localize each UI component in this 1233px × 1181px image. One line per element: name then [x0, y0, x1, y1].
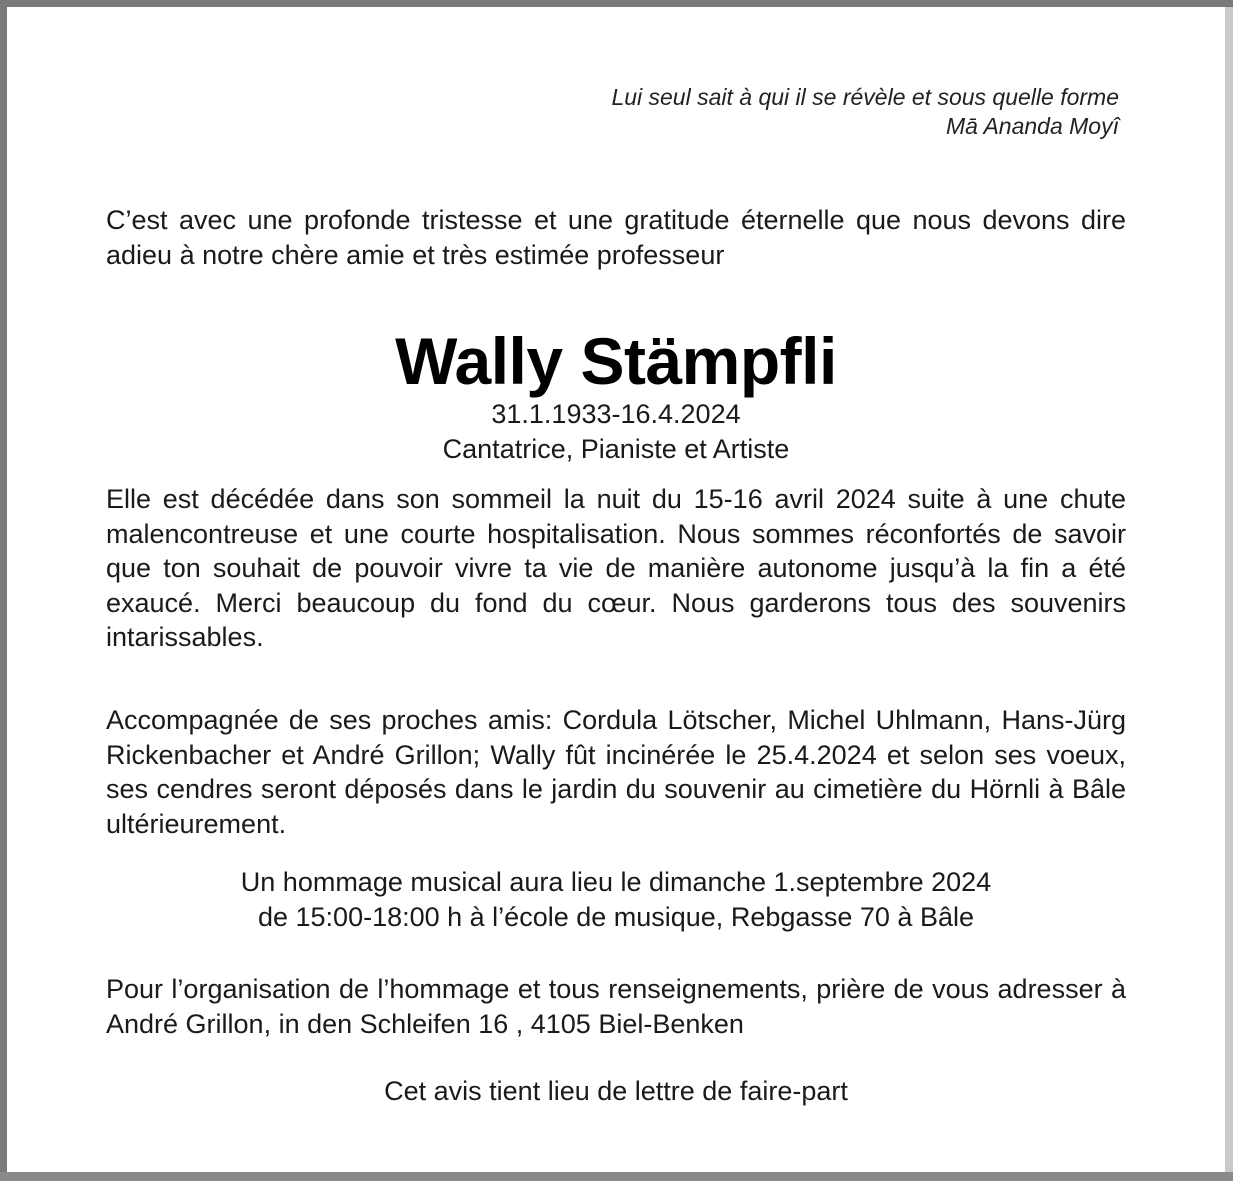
page-shadow-bottom	[0, 1172, 1233, 1181]
intro-paragraph: C’est avec une profonde tristesse et une gratitude éternelle que nous devons dire adieu à notre chère amie et très estimée professeur	[106, 205, 1126, 270]
life-dates: 31.1.1933-16.4.2024	[491, 399, 741, 429]
homage-announcement	[106, 865, 1126, 934]
epigraph-author: Mā Ananda Moyî	[945, 113, 1119, 139]
life-details	[106, 397, 1126, 466]
homage-line-1: Un hommage musical aura lieu le dimanche 1.septembre 2024	[240, 867, 992, 897]
epigraph-quote: Lui seul sait à qui il se révèle et sous quelle forme	[611, 84, 1119, 110]
profession: Cantatrice, Pianiste et Artiste	[442, 433, 790, 464]
epigraph	[611, 83, 1119, 141]
page-shadow-right	[1225, 7, 1233, 1181]
homage-line-2: de 15:00-18:00 h à l’école de musique, Rebgasse 70 à Bâle	[257, 901, 974, 932]
closing-note: Cet avis tient lieu de lettre de faire-part	[384, 1076, 848, 1106]
cremation-paragraph: Accompagnée de ses proches amis: Cordula Lötscher, Michel Uhlmann, Hans-Jürg Rickenbacher et André Grillon; Wally fût incinérée le 25.4.2024 et selon ses voeux, ses cendres seront déposés dans le jardin du souvenir au cimetière du Hörnli à Bâle ultérieurement.	[106, 705, 1126, 839]
death-paragraph: Elle est décédée dans son sommeil la nuit du 15-16 avril 2024 suite à une chute malencontreuse et une courte hospitalisation. Nous sommes réconfortés de savoir que ton souhait de pouvoir vivre ta vie de manière autonome jusqu’à la fin a été exaucé. Merci beaucoup du fond du cœur. Nous garderons tous des souvenirs intarissables.	[106, 484, 1126, 652]
obituary-page	[7, 7, 1225, 1172]
contact-paragraph: Pour l’organisation de l’hommage et tous renseignements, prière de vous adresser à André Grillon, in den Schleifen 16 , 4105 Biel-Benken	[106, 974, 1126, 1039]
deceased-name: Wally Stämpfli	[395, 324, 837, 398]
